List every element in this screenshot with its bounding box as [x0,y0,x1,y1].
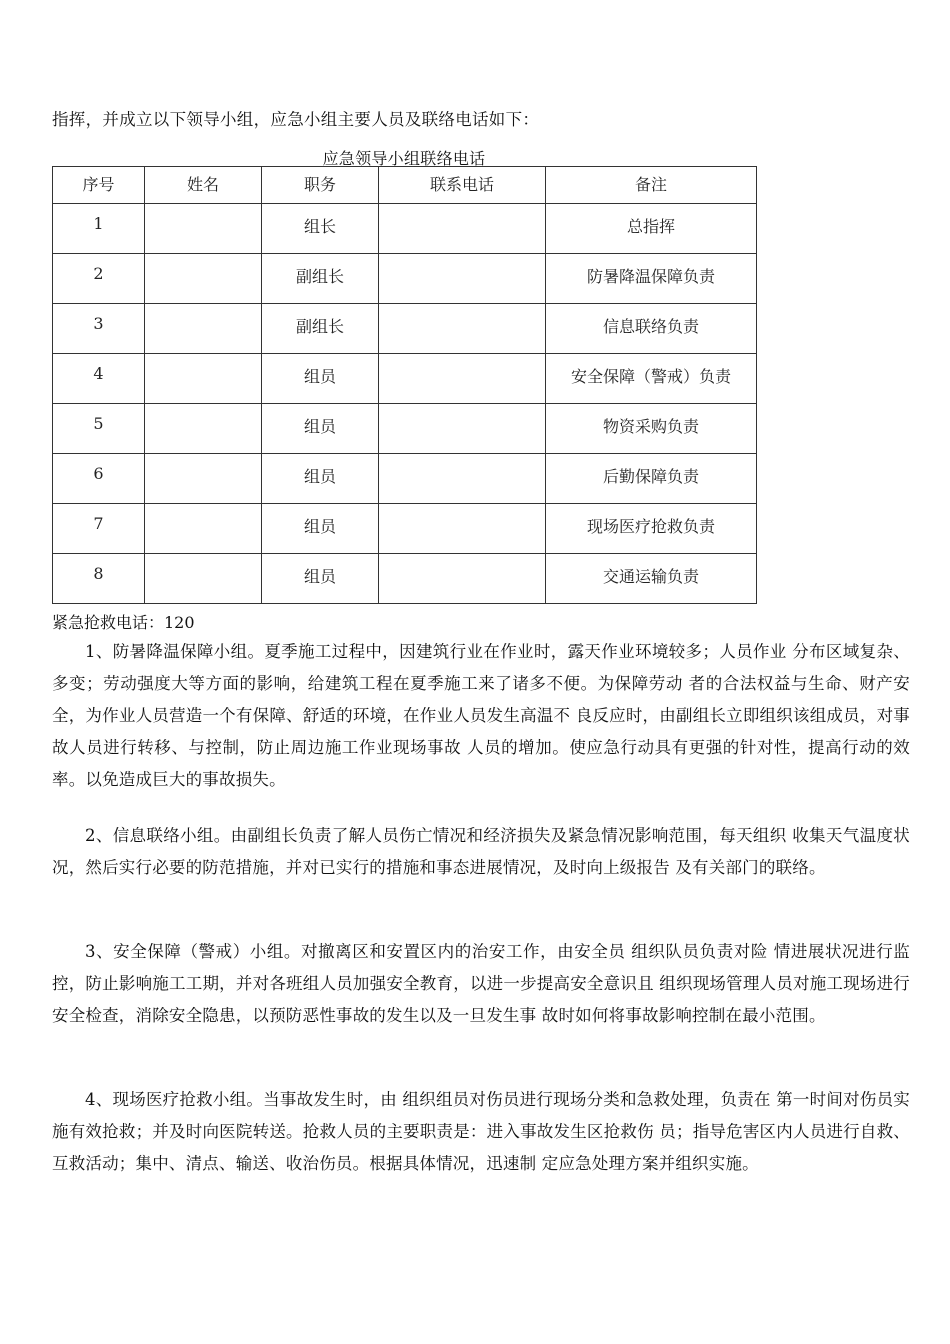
cell-remarks: 信息联络负责 [546,304,757,354]
cell-name [145,404,262,454]
table-header-row [53,167,757,204]
cell-phone [379,304,546,354]
header-name: 姓名 [145,167,262,204]
cell-name [145,204,262,254]
cell-remarks: 后勤保障负责 [546,454,757,504]
cell-remarks: 物资采购负责 [546,404,757,454]
table-row [53,204,757,254]
emergency-phone: 紧急抢救电话：120 [52,613,195,632]
cell-phone [379,554,546,604]
cell-remarks: 防暑降温保障负责 [546,254,757,304]
cell-remarks: 总指挥 [546,204,757,254]
cell-phone [379,204,546,254]
cell-name [145,354,262,404]
cell-position: 副组长 [262,254,379,304]
header-index: 序号 [53,167,145,204]
cell-phone [379,354,546,404]
cell-index: 1 [53,204,145,254]
header-remarks: 备注 [546,167,757,204]
paragraph-heatstroke-team: 1、防暑降温保障小组。夏季施工过程中，因建筑行业在作业时，露天作业环境较多；人员作业 分布区域复杂、多变；劳动强度大等方面的影响，给建筑工程在夏季施工来了诸多不便。为保障劳动 者的合法权益与生命、财产安全，为作业人员营造一个有保障、舒适的环境，在作业人员发生高温不 良反应时，由副组长立即组织该组成员，对事故人员进行转移、与控制，防止周边施工作业现场事故 人员的增加。使应急行动具有更强的针对性，提高行动的效率。以免造成巨大的事故损失。 [52,642,910,789]
cell-position: 副组长 [262,304,379,354]
cell-remarks: 安全保障（警戒）负责 [546,354,757,404]
cell-phone [379,504,546,554]
cell-position: 组员 [262,354,379,404]
cell-name [145,504,262,554]
cell-phone [379,404,546,454]
table-row [53,504,757,554]
cell-index: 8 [53,554,145,604]
cell-index: 7 [53,504,145,554]
table-row [53,554,757,604]
cell-position: 组员 [262,554,379,604]
cell-index: 2 [53,254,145,304]
header-phone: 联系电话 [379,167,546,204]
cell-index: 5 [53,404,145,454]
cell-remarks: 现场医疗抢救负责 [546,504,757,554]
table-row [53,454,757,504]
cell-position: 组员 [262,454,379,504]
paragraph-security-team: 3、安全保障（警戒）小组。对撤离区和安置区内的治安工作，由安全员 组织队员负责对险 情进展状况进行监控，防止影响施工工期，并对各班组人员加强安全教育，以进一步提高安全意识且 组织现场管理人员对施工现场进行安全检查，消除安全隐患，以预防恶性事故的发生以及一旦发生事 故时如何将事故影响控制在最小范围。 [52,942,910,1025]
header-position: 职务 [262,167,379,204]
contact-table [52,166,757,604]
cell-phone [379,254,546,304]
table-row [53,254,757,304]
cell-name [145,554,262,604]
cell-phone [379,454,546,504]
table-title: 应急领导小组联络电话 [322,149,486,168]
cell-index: 4 [53,354,145,404]
cell-name [145,454,262,504]
cell-index: 3 [53,304,145,354]
paragraph-communication-team: 2、信息联络小组。由副组长负责了解人员伤亡情况和经济损失及紧急情况影响范围，每天组织 收集天气温度状况，然后实行必要的防范措施，并对已实行的措施和事态进展情况，及时向上级报告 及有关部门的联络。 [52,826,910,877]
intro-text: 指挥，并成立以下领导小组，应急小组主要人员及联络电话如下： [52,110,540,129]
table-row [53,304,757,354]
table-row [53,404,757,454]
cell-remarks: 交通运输负责 [546,554,757,604]
cell-name [145,304,262,354]
cell-name [145,254,262,304]
cell-position: 组长 [262,204,379,254]
cell-position: 组员 [262,504,379,554]
table-row [53,354,757,404]
cell-index: 6 [53,454,145,504]
cell-position: 组员 [262,404,379,454]
paragraph-medical-team: 4、现场医疗抢救小组。当事故发生时，由 组织组员对伤员进行现场分类和急救处理，负责在 第一时间对伤员实施有效抢救；并及时向医院转送。抢救人员的主要职责是：进入事故发生区抢救伤 员；指导危害区内人员进行自救、互救活动；集中、清点、输送、收治伤员。根据具体情况，迅速制 定应急处理方案并组织实施。 [52,1090,910,1173]
